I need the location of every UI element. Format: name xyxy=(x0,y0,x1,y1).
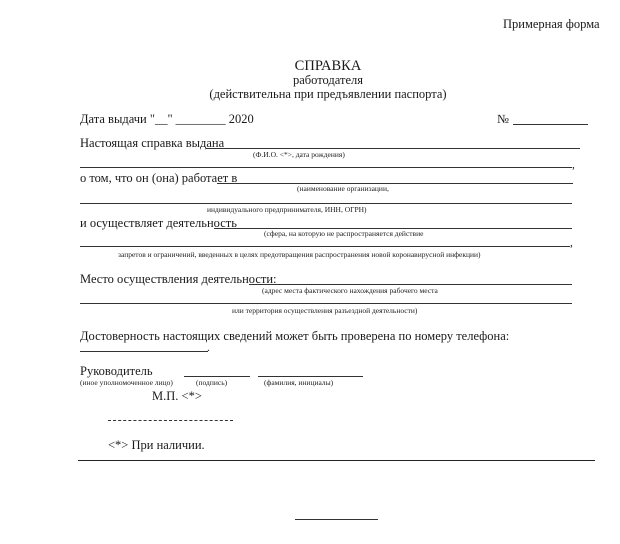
number-label: № xyxy=(497,112,509,126)
document-subtitle: работодателя xyxy=(292,73,364,87)
place-label: Место осуществления деятельности: xyxy=(80,272,277,286)
name-caption: (фамилия, инициалы) xyxy=(264,378,334,387)
bottom-mark-line xyxy=(295,519,378,520)
page-divider xyxy=(78,460,595,461)
number-line xyxy=(513,124,588,125)
place-line xyxy=(249,284,572,285)
validity-note: (действительна при предъявлении паспорта) xyxy=(209,87,447,101)
comma-mark-2: , xyxy=(570,237,573,249)
org-caption: (наименование организации, xyxy=(297,184,389,193)
org-line-2 xyxy=(80,203,572,204)
authorized-caption: (иное уполномоченное лицо) xyxy=(80,378,173,387)
activity-label: и осуществляет деятельность xyxy=(80,216,237,230)
activity-caption: (сфера, на которую не распространяется действие xyxy=(264,229,424,238)
verify-label: Достоверность настоящих сведений может быть проверена по номеру телефона: xyxy=(80,329,510,343)
phone-period: . xyxy=(207,342,210,354)
issue-date: Дата выдачи "__" ________ 2020 xyxy=(80,112,254,126)
footnote-separator xyxy=(108,420,233,421)
phone-line xyxy=(80,351,208,352)
signature-line xyxy=(184,376,250,377)
form-note: Примерная форма xyxy=(503,17,600,31)
document-title: СПРАВКА xyxy=(294,58,362,74)
place-line-2 xyxy=(80,303,572,304)
org-caption-2: индивидуального предпринимателя, ИНН, ОГРН) xyxy=(207,205,367,214)
signature-caption: (подпись) xyxy=(196,378,228,387)
works-at-line xyxy=(217,183,573,184)
place-caption-2: или территория осуществления разъездной деятельности) xyxy=(232,306,418,315)
head-label: Руководитель xyxy=(80,364,153,378)
place-caption: (адрес места фактического нахождения рабочего места xyxy=(262,286,438,295)
issued-to-label: Настоящая справка выдана xyxy=(80,136,225,150)
issued-to-caption: (Ф.И.О. <*>, дата рождения) xyxy=(253,150,345,159)
activity-line-2 xyxy=(80,246,570,247)
name-line xyxy=(258,376,363,377)
comma-mark: , xyxy=(572,159,575,171)
stamp-label: М.П. <*> xyxy=(152,389,202,403)
issued-to-line xyxy=(206,148,580,149)
issued-to-line-2 xyxy=(80,167,572,168)
works-at-label: о том, что он (она) работает в xyxy=(80,171,238,185)
activity-caption-2: запретов и ограничений, введенных в целях предотвращения распространения новой коронавирусной инфекции) xyxy=(118,250,481,259)
footnote-text: <*> При наличии. xyxy=(108,438,205,452)
